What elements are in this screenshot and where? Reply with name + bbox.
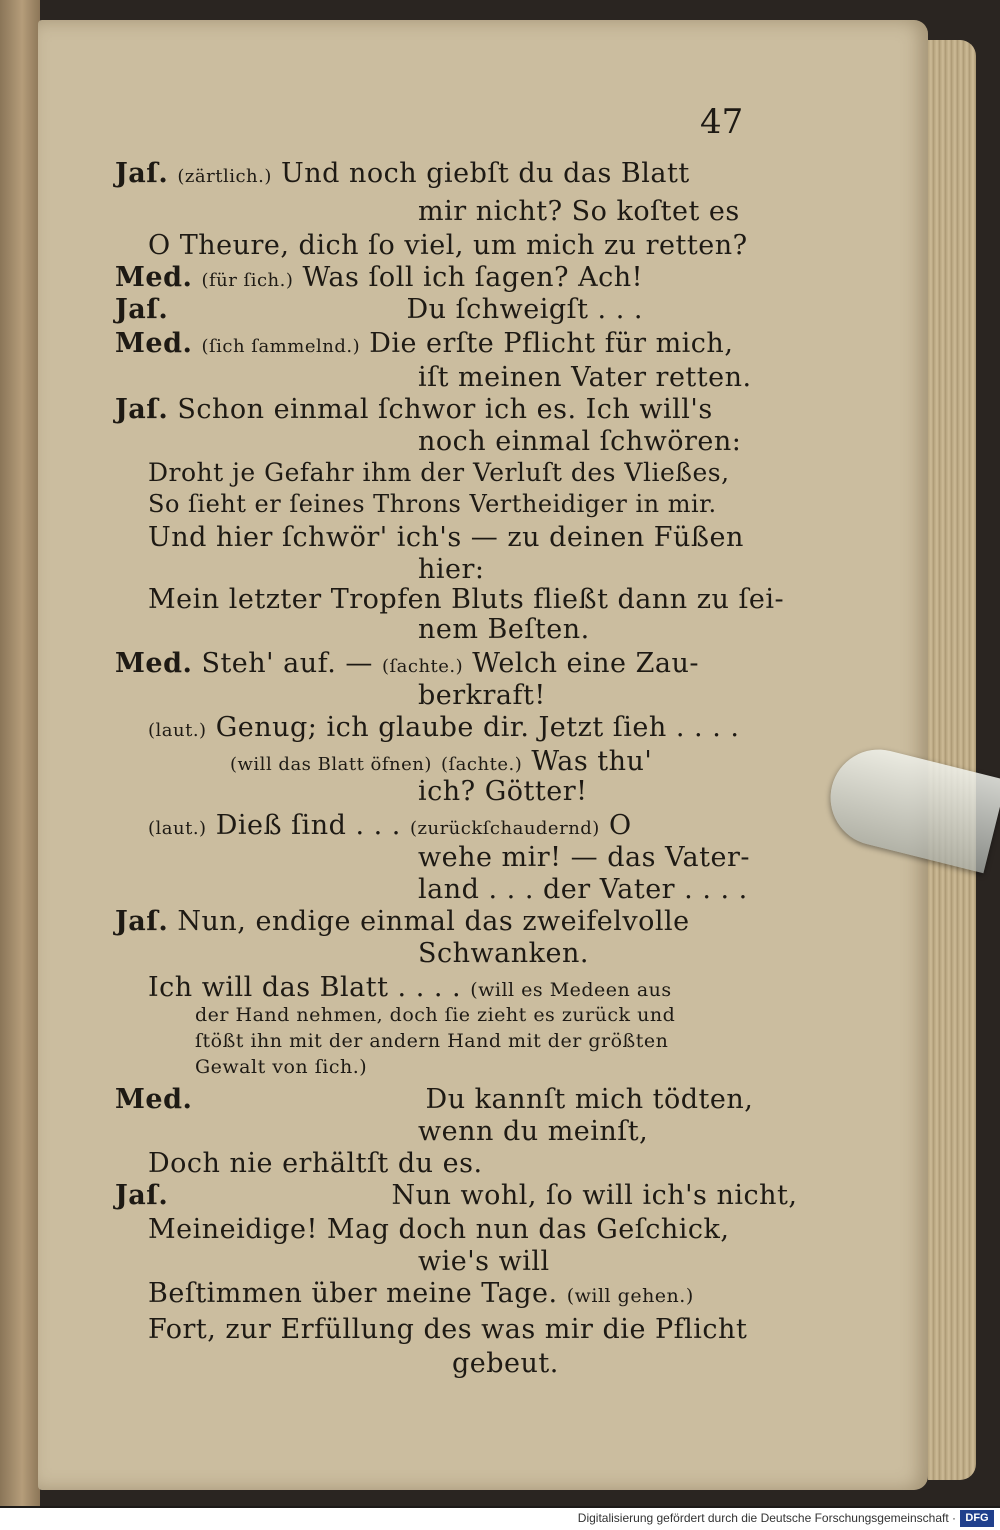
stage-direction: (ſich ſammelnd.): [201, 336, 361, 357]
line-text: Welch eine Zau-: [472, 648, 699, 679]
line-text: nem Beſten.: [418, 614, 590, 645]
text-line: [418, 1246, 550, 1277]
speaker-label: Med.: [115, 1084, 193, 1115]
text-line: [148, 712, 739, 743]
stage-direction: (will das Blatt öfnen): [230, 754, 432, 775]
speaker-label: Jaſ.: [115, 906, 169, 937]
speaker-label: Med.: [115, 262, 193, 293]
text-line: [115, 1180, 797, 1211]
footer-credit: Digitalisierung gefördert durch die Deutsche Forschungsgemeinschaft ·: [577, 1511, 956, 1525]
page-number: 47: [700, 102, 744, 142]
line-text: Und noch giebſt du das Blatt: [281, 158, 690, 189]
speaker-label: Jaſ.: [115, 394, 169, 425]
stage-direction: ſtößt ihn mit der andern Hand mit der größten: [195, 1030, 669, 1052]
text-line: [115, 328, 733, 359]
text-line: [115, 1084, 753, 1115]
line-text: Du kannſt mich tödten,: [425, 1084, 754, 1115]
speaker-label: Jaſ.: [115, 158, 169, 189]
line-text: land . . . der Vater . . . .: [418, 874, 748, 905]
line-text: Doch nie erhältſt du es.: [148, 1148, 483, 1179]
stage-direction: (ſachte.): [381, 656, 464, 677]
line-text: Beſtimmen über meine Tage.: [148, 1278, 558, 1309]
text-line: [418, 874, 748, 905]
text-line: [148, 490, 717, 518]
line-text: iſt meinen Vater retten.: [418, 362, 752, 393]
line-text: Was thu': [531, 746, 653, 777]
text-line: [115, 158, 690, 189]
text-line: [115, 906, 690, 937]
line-text: ich? Götter!: [418, 776, 588, 807]
stage-direction-line: [195, 1056, 367, 1078]
text-line: [148, 230, 748, 261]
line-text: Du ſchweigſt . . .: [406, 294, 643, 325]
speaker-label: Med.: [115, 648, 193, 679]
dfg-logo: DFG: [960, 1510, 994, 1527]
text-line: [115, 294, 643, 325]
line-text: O: [608, 810, 632, 841]
text-line: [418, 842, 750, 873]
text-line: [418, 680, 546, 711]
line-text: Nun wohl, ſo will ich's nicht,: [391, 1180, 798, 1211]
stage-direction: (zurückſchaudernd): [409, 818, 600, 839]
line-text: Dieß ſind . . .: [215, 810, 401, 841]
line-text: O Theure, dich ſo viel, um mich zu retten?: [148, 230, 748, 261]
text-line: [418, 938, 589, 969]
stage-direction: (will es Medeen aus: [470, 979, 672, 1001]
stage-direction: (laut.): [148, 818, 207, 839]
line-text: berkraft!: [418, 680, 546, 711]
text-line: [418, 362, 752, 393]
stage-direction: (laut.): [148, 720, 207, 741]
text-line: [148, 1314, 747, 1345]
text-line: [148, 1214, 729, 1245]
text-line: [418, 1116, 648, 1147]
line-text: Schwanken.: [418, 938, 589, 969]
page-edges: [928, 40, 976, 1480]
text-line: [148, 458, 730, 487]
speaker-label: Jaſ.: [115, 294, 169, 325]
text-line: [148, 522, 744, 553]
stage-direction: der Hand nehmen, doch ſie zieht es zurück und: [195, 1004, 676, 1026]
line-text: Nun, endige einmal das zweifelvolle: [177, 906, 690, 937]
line-text: noch einmal ſchwören:: [418, 426, 742, 457]
line-text: Mein letzter Tropfen Bluts fließt dann zu ſei-: [148, 584, 785, 615]
line-text: Fort, zur Erfüllung des was mir die Pflicht: [148, 1314, 748, 1345]
line-text: hier:: [418, 554, 485, 585]
stage-direction: (ſachte.): [441, 754, 523, 775]
text-line: [418, 554, 485, 585]
line-text: Was ſoll ich ſagen? Ach!: [302, 262, 643, 293]
footer-bar: [0, 1508, 1000, 1530]
line-text: So ſieht er ſeines Throns Vertheidiger in mir.: [148, 490, 717, 518]
stage-direction: (will gehen.): [566, 1285, 694, 1307]
stage-direction-line: [195, 1004, 675, 1026]
line-text: gebeut.: [452, 1348, 559, 1379]
text-line: [452, 1348, 559, 1379]
line-text: Droht je Gefahr ihm der Verluſt des Vließes,: [148, 458, 730, 487]
text-line: [148, 1278, 694, 1309]
text-line: [230, 746, 652, 777]
text-line: [115, 394, 713, 425]
stage-direction: (für ſich.): [201, 270, 294, 291]
text-line: [418, 776, 587, 807]
text-line: [148, 1148, 483, 1179]
text-line: [148, 810, 632, 841]
line-text: Meineidige! Mag doch nun das Geſchick,: [148, 1214, 730, 1245]
text-line: [418, 426, 741, 457]
line-text: Schon einmal ſchwor ich es. Ich will's: [177, 394, 713, 425]
speaker-label: Jaſ.: [115, 1180, 169, 1211]
speaker-label: Med.: [115, 328, 193, 359]
text-line: [148, 584, 784, 615]
line-text: Die erſte Pflicht für mich,: [369, 328, 734, 359]
stage-direction: (zärtlich.): [177, 166, 272, 187]
text-line: [115, 262, 643, 293]
line-text: mir nicht? So koſtet es: [418, 196, 740, 227]
left-page-spine: [0, 0, 40, 1506]
line-text: Steh' auf. —: [201, 648, 373, 679]
stage-direction-line: [195, 1030, 668, 1052]
line-text: Ich will das Blatt . . . .: [148, 972, 462, 1003]
text-line: [418, 196, 740, 227]
line-text: Und hier ſchwör' ich's — zu deinen Füßen: [148, 522, 744, 553]
text-line: [418, 614, 590, 645]
stage-direction: Gewalt von ſich.): [195, 1056, 368, 1078]
line-text: wie's will: [418, 1246, 550, 1277]
line-text: Genug; ich glaube dir. Jetzt ſieh . . . .: [215, 712, 740, 743]
line-text: wenn du meinſt,: [418, 1116, 649, 1147]
text-line: [148, 972, 672, 1003]
line-text: wehe mir! — das Vater-: [418, 842, 750, 873]
text-line: [115, 648, 699, 679]
